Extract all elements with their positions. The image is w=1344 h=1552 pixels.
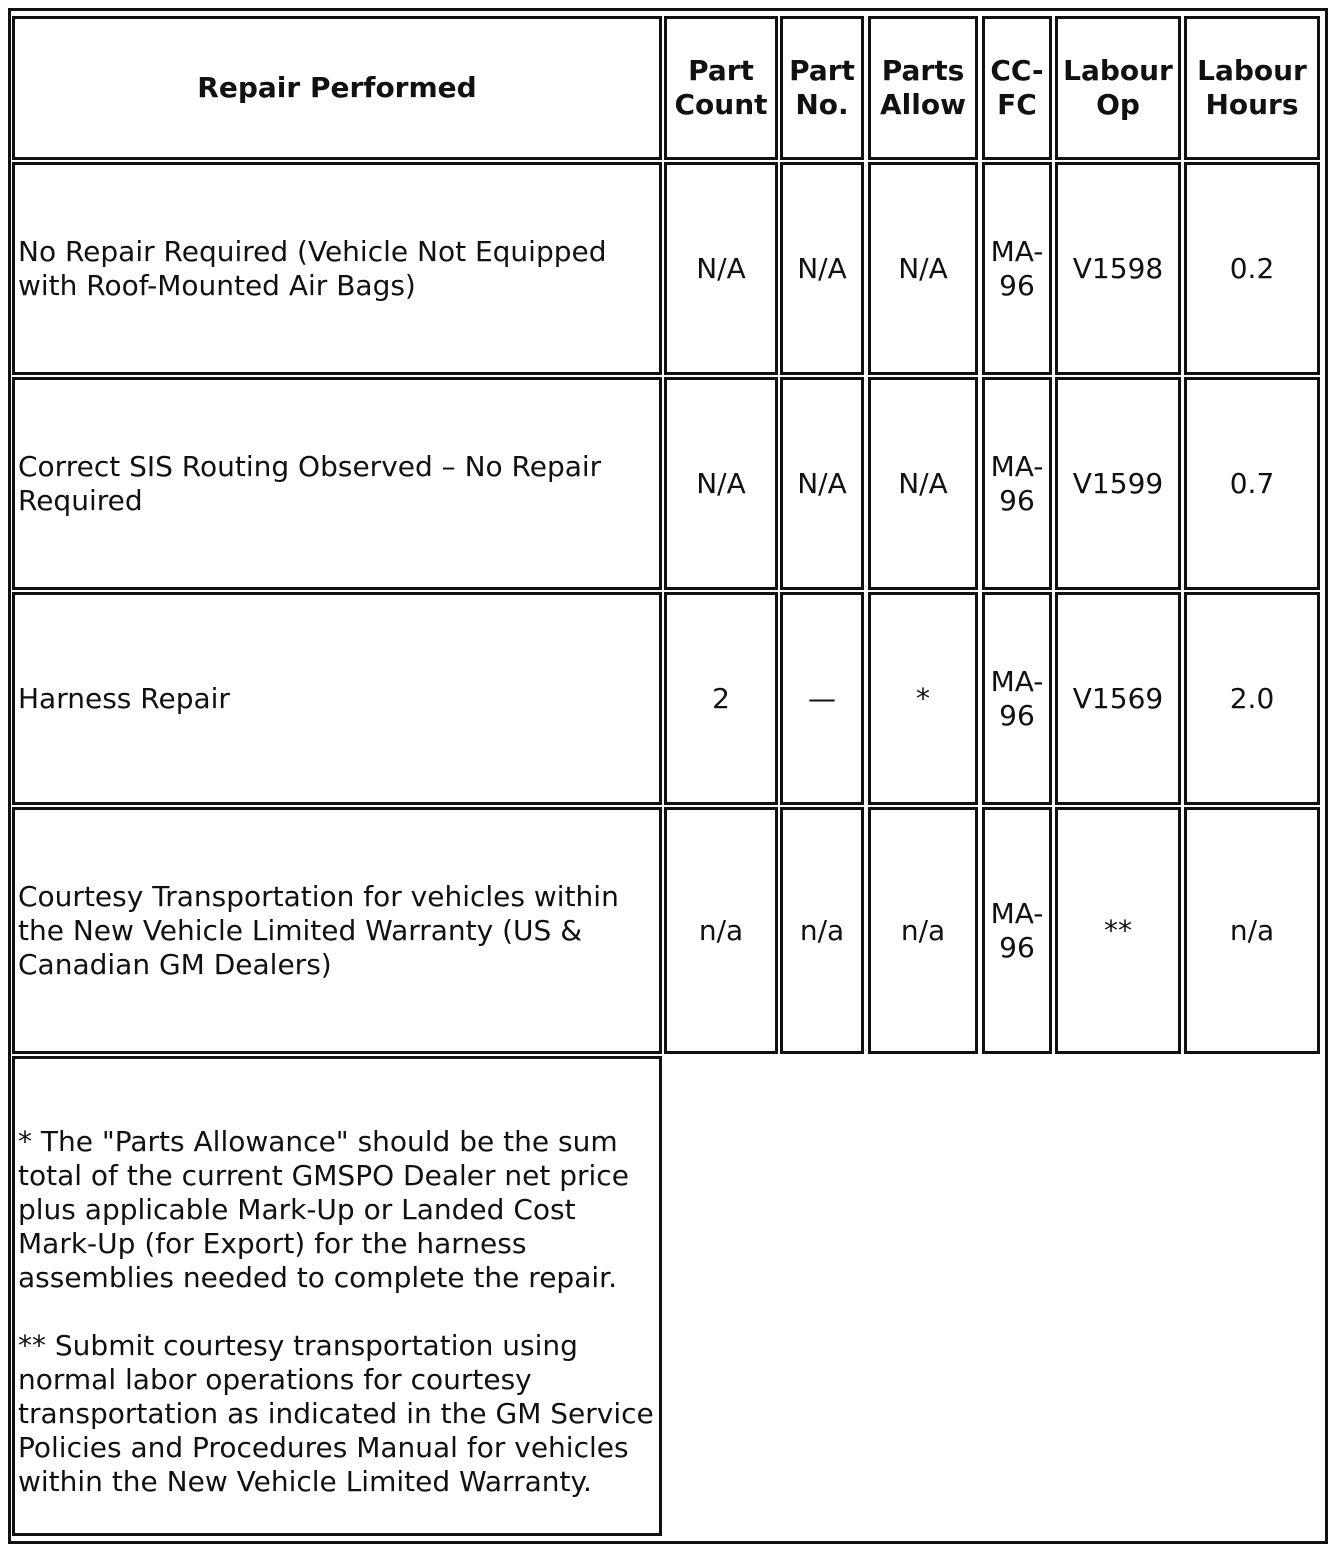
row-3-cc-fc: MA- 96 — [982, 592, 1052, 805]
row-1-repair: No Repair Required (Vehicle Not Equipped with Roof-Mounted Air Bags) — [12, 162, 662, 375]
row-4-parts-allow: n/a — [868, 807, 978, 1054]
row-3-part-count: 2 — [664, 592, 778, 805]
row-2-part-count: N/A — [664, 377, 778, 590]
row-1-part-count: N/A — [664, 162, 778, 375]
footnote-parts-allowance: * The "Parts Allowance" should be the sum total of the current GMSPO Dealer net price plus applicable Mark-Up or Landed Cost Mark-Up (for Export) for the harness assemblies needed to complete the repair. — [18, 1125, 629, 1294]
row-4-part-no: n/a — [780, 807, 864, 1054]
row-2-cc-fc: MA- 96 — [982, 377, 1052, 590]
row-3-part-no: — — [780, 592, 864, 805]
row-1-parts-allow: N/A — [868, 162, 978, 375]
footnote-courtesy-transportation: ** Submit courtesy transportation using normal labor operations for courtesy transportation as indicated in the GM Service Policies and Procedures Manual for vehicles within the New Vehicle Limited Warranty. — [18, 1329, 654, 1498]
header-repair-performed: Repair Performed — [12, 16, 662, 160]
row-2-parts-allow: N/A — [868, 377, 978, 590]
row-2-labour-hours: 0.7 — [1184, 377, 1320, 590]
row-4-labour-op: ** — [1055, 807, 1181, 1054]
header-labour-op: Labour Op — [1055, 16, 1181, 160]
row-4-cc-fc: MA- 96 — [982, 807, 1052, 1054]
row-1-part-no: N/A — [780, 162, 864, 375]
row-1-labour-hours: 0.2 — [1184, 162, 1320, 375]
row-3-labour-op: V1569 — [1055, 592, 1181, 805]
row-3-parts-allow: * — [868, 592, 978, 805]
header-cc-fc: CC- FC — [982, 16, 1052, 160]
row-3-repair: Harness Repair — [12, 592, 662, 805]
header-part-count: Part Count — [664, 16, 778, 160]
row-2-labour-op: V1599 — [1055, 377, 1181, 590]
header-parts-allow: Parts Allow — [868, 16, 978, 160]
row-1-cc-fc: MA- 96 — [982, 162, 1052, 375]
row-2-repair: Correct SIS Routing Observed – No Repair Required — [12, 377, 662, 590]
row-4-labour-hours: n/a — [1184, 807, 1320, 1054]
row-4-repair: Courtesy Transportation for vehicles within the New Vehicle Limited Warranty (US & Canadian GM Dealers) — [12, 807, 662, 1054]
row-2-part-no: N/A — [780, 377, 864, 590]
header-labour-hours: Labour Hours — [1184, 16, 1320, 160]
header-part-no: Part No. — [780, 16, 864, 160]
row-1-labour-op: V1598 — [1055, 162, 1181, 375]
footnotes-cell — [12, 1056, 662, 1536]
row-4-part-count: n/a — [664, 807, 778, 1054]
row-3-labour-hours: 2.0 — [1184, 592, 1320, 805]
